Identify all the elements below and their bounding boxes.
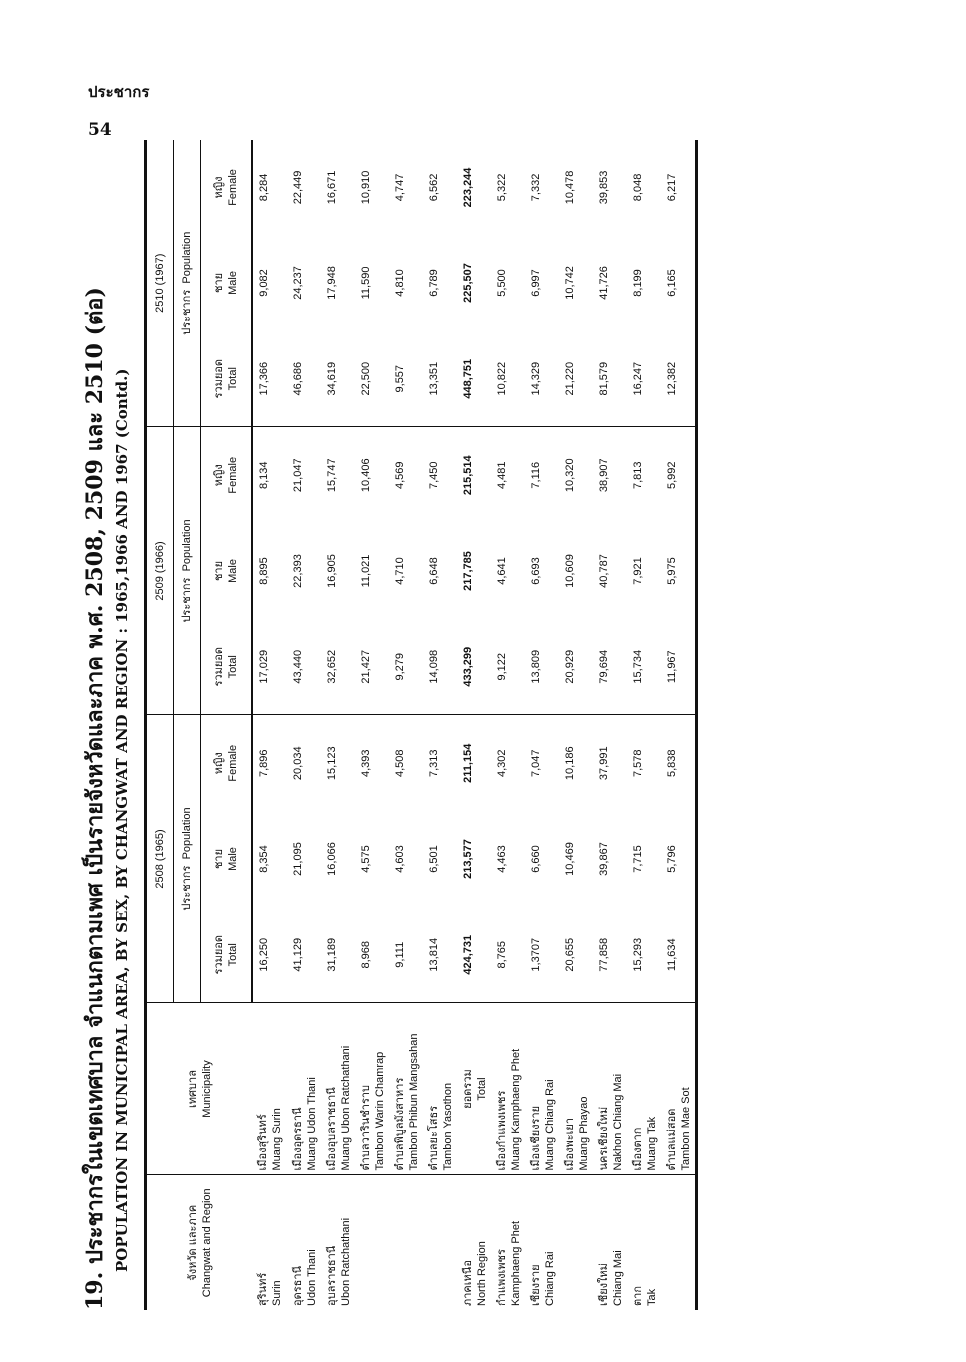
page-header — [88, 80, 149, 140]
english-text: Tambon Warin Chamrap — [374, 1051, 386, 1171]
table-number: 19. — [82, 1271, 108, 1310]
thai-text: อุบลราชธานี — [326, 1245, 338, 1306]
thai-text: ตำบลยะโสธร — [428, 1105, 440, 1171]
changwat-cell — [389, 1175, 423, 1310]
municipality-cell — [559, 1003, 593, 1175]
value-cell: 22,393 — [292, 554, 304, 588]
value-cell: 13,814 — [423, 907, 457, 1003]
value-cell: 15,747 — [326, 458, 338, 493]
value-cell: 6,660 — [530, 845, 542, 873]
thai-text: ตำบลแม่สอด — [666, 1108, 678, 1171]
value-cell: 8,284 — [258, 173, 270, 202]
english-text: Muang Ubon Ratchathani — [340, 1045, 352, 1171]
value-cell: 7,450 — [428, 461, 440, 489]
value-cell: 4,710 — [394, 557, 406, 585]
changwat-cell — [593, 1175, 627, 1310]
male-column-header: ชาย Male — [201, 523, 253, 619]
value-cell: 13,351 — [423, 331, 457, 427]
total-value-cell: 211,154 — [462, 743, 474, 783]
thai-text: นครเชียงใหม่ — [598, 1106, 610, 1171]
value-cell: 20,929 — [559, 619, 593, 715]
thai-text: สุรินทร์ — [257, 1272, 269, 1306]
value-cell: 7,813 — [632, 461, 644, 489]
table-row — [661, 140, 697, 1310]
value-cell: 20,034 — [292, 746, 304, 781]
value-cell: 21,095 — [292, 842, 304, 876]
thai-text: ตำบลพิบูลมังสาหาร — [394, 1077, 406, 1171]
value-cell: 16,247 — [627, 331, 661, 427]
year-header-2509: 2509 (1966) — [146, 427, 174, 715]
value-cell: 43,440 — [287, 619, 321, 715]
value-cell: 8,354 — [258, 845, 270, 873]
changwat-cell — [661, 1175, 697, 1310]
table-title-english: POPULATION IN MUNICIPAL AREA, BY SEX, BY CHANGWAT AND REGION : 1965,1966 AND 1967 (Contd.) — [113, 368, 131, 1272]
total-value-cell: 433,299 — [457, 619, 491, 715]
value-cell: 6,217 — [666, 173, 678, 202]
value-cell: 10,406 — [360, 458, 372, 493]
english-text: Nakhon Chiang Mai — [612, 1073, 624, 1171]
thai-text: เมืองตาก — [632, 1127, 644, 1171]
value-cell: 8,968 — [355, 907, 389, 1003]
value-cell: 9,111 — [389, 907, 423, 1003]
value-cell: 32,652 — [321, 619, 355, 715]
municipality-cell — [321, 1003, 355, 1175]
value-cell: 10,609 — [564, 554, 576, 588]
value-cell: 5,975 — [666, 557, 678, 585]
table-row — [287, 140, 321, 1310]
population-subheader: ประชากร Population — [174, 140, 201, 427]
value-cell: 9,122 — [491, 619, 525, 715]
value-cell: 4,575 — [360, 845, 372, 873]
thai-text: ตาก — [632, 1286, 644, 1306]
value-cell: 31,189 — [321, 907, 355, 1003]
value-cell: 39,853 — [598, 170, 610, 205]
value-cell: 6,997 — [530, 269, 542, 297]
value-cell: 4,569 — [394, 461, 406, 489]
english-text: Muang Chiang Rai — [544, 1079, 556, 1171]
male-column-header: ชาย Male — [201, 235, 253, 331]
value-cell: 81,579 — [593, 331, 627, 427]
english-text: Udon Thani — [306, 1249, 318, 1306]
value-cell: 9,557 — [389, 331, 423, 427]
value-cell: 7,047 — [530, 749, 542, 778]
value-cell: 79,694 — [593, 619, 627, 715]
english-text: Muang Tak — [646, 1116, 658, 1171]
value-cell: 9,082 — [258, 269, 270, 297]
value-cell: 4,481 — [496, 461, 508, 489]
thai-text: กำแพงเพชร — [496, 1249, 508, 1306]
value-cell: 22,449 — [292, 170, 304, 205]
region-total-row — [457, 140, 491, 1310]
table-title-thai-text: ประชากรในเขตเทศบาล จำแนกตามเพศ เป็นรายจังหวัดและภาค พ.ศ. 2508, 2509 และ 2510 (ต่อ) — [82, 287, 108, 1265]
total-column-header: รวมยอด Total — [201, 907, 253, 1003]
value-cell: 10,186 — [564, 746, 576, 781]
value-cell: 7,715 — [632, 845, 644, 873]
thai-text: เชียงใหม่ — [598, 1263, 610, 1306]
value-cell: 37,991 — [598, 746, 610, 781]
value-cell: 5,500 — [496, 269, 508, 297]
table-row — [559, 140, 593, 1310]
value-cell: 4,641 — [496, 557, 508, 585]
value-cell: 46,686 — [287, 331, 321, 427]
thai-text: เมืองอุบลราชธานี — [326, 1087, 338, 1171]
value-cell: 15,123 — [326, 746, 338, 781]
changwat-cell — [355, 1175, 389, 1310]
population-subheader: ประชากร Population — [174, 715, 201, 1003]
municipality-cell — [252, 1003, 287, 1175]
municipality-cell — [287, 1003, 321, 1175]
total-value-cell: 225,507 — [462, 263, 474, 303]
municipality-cell — [627, 1003, 661, 1175]
thai-text: อุดรธานี — [292, 1265, 304, 1306]
thai-text: เมืองกำแพงเพชร — [496, 1090, 508, 1171]
thai-text: เมืองอุดรธานี — [292, 1107, 304, 1171]
thai-text: ตำบลวารินชำราบ — [360, 1084, 372, 1171]
year-header-2508: 2508 (1965) — [146, 715, 174, 1003]
value-cell: 21,427 — [355, 619, 389, 715]
thai-text: เมืองสุรินทร์ — [257, 1114, 269, 1171]
changwat-cell — [491, 1175, 525, 1310]
value-cell: 5,992 — [666, 461, 678, 489]
value-cell: 6,501 — [428, 845, 440, 873]
value-cell: 17,948 — [326, 266, 338, 300]
municipality-cell — [593, 1003, 627, 1175]
total-value-cell: 217,785 — [462, 551, 474, 591]
value-cell: 20,655 — [559, 907, 593, 1003]
value-cell: 14,098 — [423, 619, 457, 715]
table-row — [355, 140, 389, 1310]
changwat-cell — [252, 1175, 287, 1310]
value-cell: 10,742 — [564, 266, 576, 300]
table-row — [491, 140, 525, 1310]
thai-text: เชียงราย — [530, 1264, 542, 1306]
year-header-2510: 2510 (1967) — [146, 140, 174, 427]
thai-text: ภาคเหนือ — [462, 1260, 474, 1306]
value-cell: 11,967 — [661, 619, 697, 715]
total-value-cell: 213,577 — [462, 839, 474, 879]
value-cell: 10,910 — [360, 170, 372, 205]
total-column-header: รวมยอด Total — [201, 619, 253, 715]
thai-text: ยอดรวม — [462, 1069, 474, 1109]
value-cell: 4,810 — [394, 269, 406, 297]
table-row — [627, 140, 661, 1310]
female-column-header: หญิง Female — [201, 715, 253, 811]
english-text: Tak — [646, 1288, 658, 1306]
value-cell: 21,047 — [292, 458, 304, 493]
english-text: Tambon Yasothon — [442, 1082, 454, 1171]
value-cell: 4,302 — [496, 749, 508, 778]
value-cell: 8,134 — [258, 461, 270, 489]
value-cell: 4,393 — [360, 749, 372, 778]
value-cell: 15,734 — [627, 619, 661, 715]
value-cell: 10,320 — [564, 458, 576, 493]
table-row — [389, 140, 423, 1310]
value-cell: 8,199 — [632, 269, 644, 297]
municipality-cell — [389, 1003, 423, 1175]
value-cell: 9,279 — [389, 619, 423, 715]
changwat-cell — [321, 1175, 355, 1310]
total-value-cell: 215,514 — [462, 455, 474, 496]
changwat-cell — [559, 1175, 593, 1310]
english-text: Ubon Ratchathani — [340, 1217, 352, 1306]
population-subheader: ประชากร Population — [174, 427, 201, 715]
value-cell: 6,165 — [666, 269, 678, 297]
english-text: Muang Kamphaeng Phet — [510, 1048, 522, 1171]
english-text: Surin — [271, 1280, 283, 1306]
changwat-cell — [423, 1175, 457, 1310]
page-number: 54 — [88, 120, 112, 140]
changwat-cell — [525, 1175, 559, 1310]
total-label-cell — [457, 1003, 491, 1175]
english-text: Total — [476, 1077, 488, 1101]
total-value-cell: 448,751 — [457, 331, 491, 427]
total-value-cell: 223,244 — [462, 167, 474, 208]
value-cell: 7,896 — [258, 749, 270, 778]
english-text: Kamphaeng Phet — [510, 1220, 522, 1306]
table-row — [525, 140, 559, 1310]
value-cell: 6,648 — [428, 557, 440, 585]
value-cell: 40,787 — [598, 554, 610, 588]
region-cell — [457, 1175, 491, 1310]
changwat-cell — [627, 1175, 661, 1310]
value-cell: 17,366 — [252, 331, 287, 427]
municipality-header: เทศบาล Municipality — [146, 1003, 253, 1175]
value-cell: 4,747 — [394, 173, 406, 202]
value-cell: 39,867 — [598, 842, 610, 876]
value-cell: 5,838 — [666, 749, 678, 778]
value-cell: 8,048 — [632, 173, 644, 202]
value-cell: 6,693 — [530, 557, 542, 585]
value-cell: 1,3707 — [525, 907, 559, 1003]
municipality-cell — [355, 1003, 389, 1175]
english-text: Chiang Mai — [612, 1250, 624, 1306]
value-cell: 77,858 — [593, 907, 627, 1003]
value-cell: 22,500 — [355, 331, 389, 427]
table-body — [252, 140, 697, 1310]
value-cell: 4,508 — [394, 749, 406, 778]
value-cell: 41,129 — [287, 907, 321, 1003]
value-cell: 5,322 — [496, 173, 508, 202]
value-cell: 6,789 — [428, 269, 440, 297]
value-cell: 16,250 — [252, 907, 287, 1003]
value-cell: 7,921 — [632, 557, 644, 585]
table-row — [321, 140, 355, 1310]
population-table — [144, 140, 698, 1310]
value-cell: 14,329 — [525, 331, 559, 427]
value-cell: 13,809 — [525, 619, 559, 715]
english-text: Muang Surin — [271, 1108, 283, 1171]
total-column-header: รวมยอด Total — [201, 331, 253, 427]
value-cell: 16,671 — [326, 170, 338, 205]
changwat-header: จังหวัด และภาค Changwat and Region — [186, 1188, 213, 1298]
value-cell: 16,905 — [326, 554, 338, 588]
value-cell: 6,562 — [428, 173, 440, 202]
value-cell: 10,822 — [491, 331, 525, 427]
value-cell: 7,313 — [428, 749, 440, 778]
value-cell: 21,220 — [559, 331, 593, 427]
value-cell: 34,619 — [321, 331, 355, 427]
value-cell: 38,907 — [598, 458, 610, 493]
thai-text: เมืองพะเยา — [564, 1117, 576, 1171]
municipality-cell — [661, 1003, 697, 1175]
municipality-cell — [525, 1003, 559, 1175]
value-cell: 17,029 — [252, 619, 287, 715]
value-cell: 7,578 — [632, 749, 644, 778]
value-cell: 4,463 — [496, 845, 508, 873]
table-title-thai — [80, 140, 110, 1310]
value-cell: 10,478 — [564, 170, 576, 205]
value-cell: 7,116 — [530, 461, 542, 489]
english-text: Tambon Phibun Mangsahan — [408, 1033, 420, 1171]
value-cell: 8,765 — [491, 907, 525, 1003]
value-cell: 15,293 — [627, 907, 661, 1003]
female-column-header: หญิง Female — [201, 140, 253, 235]
male-column-header: ชาย Male — [201, 811, 253, 907]
female-column-header: หญิง Female — [201, 427, 253, 523]
value-cell: 4,603 — [394, 845, 406, 873]
value-cell: 11,021 — [360, 554, 372, 588]
english-text: Muang Udon Thani — [306, 1077, 318, 1171]
value-cell: 7,332 — [530, 173, 542, 202]
value-cell: 16,066 — [326, 842, 338, 876]
english-text: Tambon Mae Sot — [680, 1087, 692, 1171]
value-cell: 41,726 — [598, 266, 610, 300]
value-cell: 12,382 — [661, 331, 697, 427]
english-text: Chiang Rai — [544, 1251, 556, 1306]
thai-text: เมืองเชียงราย — [530, 1105, 542, 1171]
value-cell: 10,469 — [564, 842, 576, 876]
municipality-cell — [423, 1003, 457, 1175]
value-cell: 5,796 — [666, 845, 678, 873]
value-cell: 8,895 — [258, 557, 270, 585]
total-value-cell: 424,731 — [457, 907, 491, 1003]
value-cell: 24,237 — [292, 266, 304, 300]
table-title-block — [80, 140, 144, 1310]
value-cell: 11,590 — [360, 266, 372, 300]
table-row — [252, 140, 287, 1310]
municipality-cell — [491, 1003, 525, 1175]
changwat-cell — [287, 1175, 321, 1310]
english-text: North Region — [476, 1241, 488, 1306]
table-row — [593, 140, 627, 1310]
table-row — [423, 140, 457, 1310]
english-text: Muang Phayao — [578, 1096, 590, 1171]
rotated-table-page — [80, 140, 940, 1310]
value-cell: 11,634 — [661, 907, 697, 1003]
running-head: ประชากร — [88, 83, 150, 101]
